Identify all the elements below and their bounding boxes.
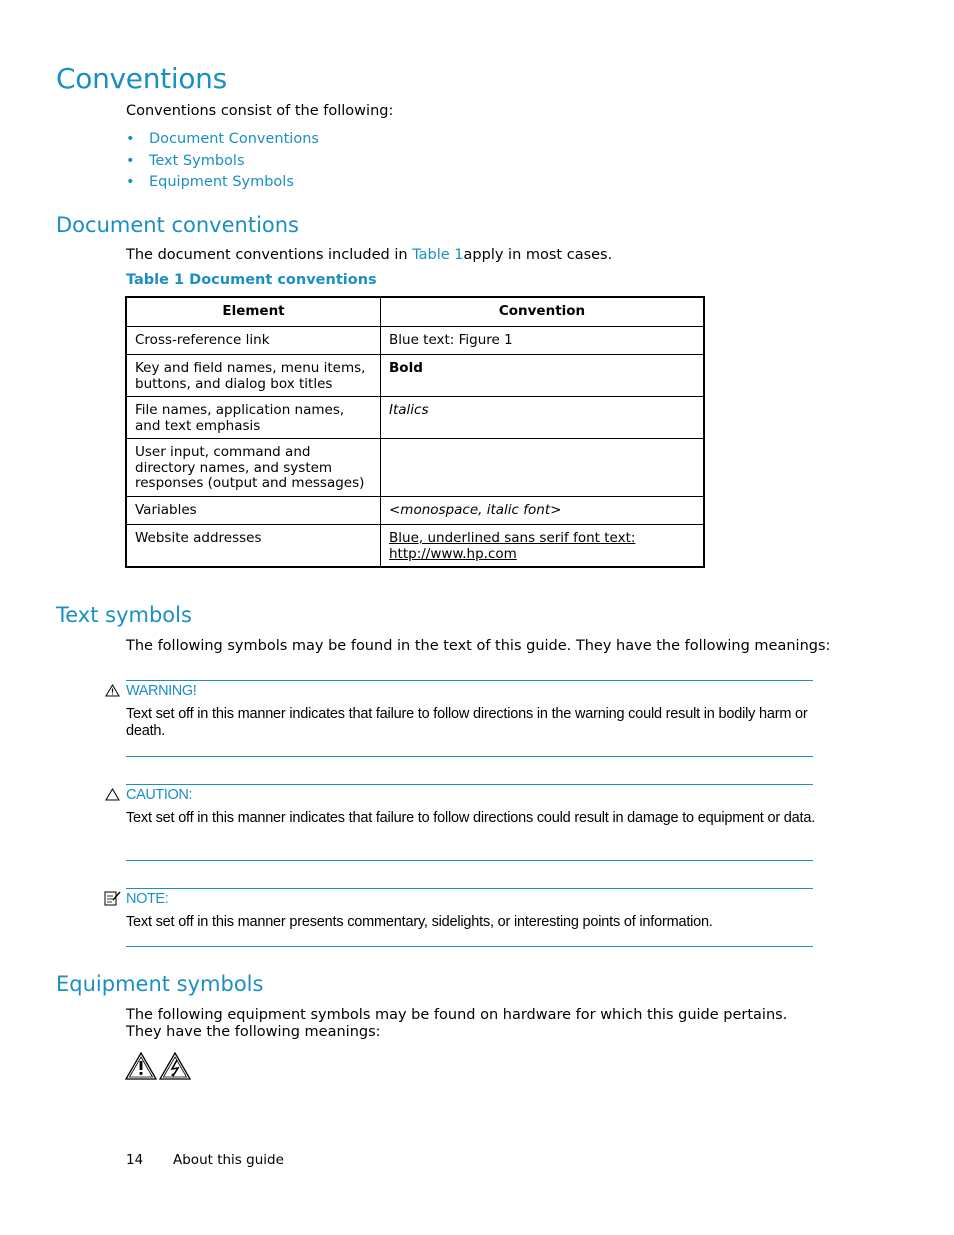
text-symbols-intro: The following symbols may be found in the text of this guide. They have the following meanings: [126,638,831,654]
intro-text-part: apply in most cases. [463,247,613,263]
element-cell: Variables [126,497,381,525]
equipment-symbols-graphic [125,1051,195,1081]
footer-page-number: 14 [126,1152,144,1168]
intro-text-part: The document conventions included in [126,247,413,263]
warning-text: Text set off in this manner indicates that failure to follow directions in the warning could result in bodily harm or death. [126,706,808,739]
element-cell: Key and field names, menu items, buttons, and dialog box titles [126,355,381,397]
toc-item-equipment-symbols[interactable] [126,172,319,194]
electrical-hazard-icon [160,1053,190,1079]
element-cell: User input, command and directory names, and system responses (output and messages) [126,439,381,497]
hazard-warning-icon [126,1053,156,1079]
document-conventions-intro [126,247,612,264]
conventions-table [125,296,705,568]
toc-item-text-symbols[interactable] [126,151,319,173]
warning-icon [105,684,120,697]
table-1-link[interactable]: Table 1 [412,247,464,263]
table-header-row [126,297,704,327]
website-address-example[interactable]: Blue, underlined sans serif font text: http://www.hp.com [389,530,636,562]
caution-text: Text set off in this manner indicates that failure to follow directions could result in damage to equipment or data. [126,810,816,826]
table-row [126,327,704,355]
toc-link[interactable]: Document Conventions [149,131,319,147]
convention-cell [381,525,705,568]
table-row [126,355,704,397]
bullet-icon: • [126,131,135,147]
bullet-icon: • [126,152,135,169]
toc-item-document-conventions[interactable] [126,129,319,151]
convention-cell: Italics [381,397,705,439]
table-row [126,497,704,525]
footer-section-title: About this guide [173,1152,284,1168]
note-text: Text set off in this manner presents commentary, sidelights, or interesting points of information. [126,914,713,930]
caution-icon [105,788,120,801]
column-header-convention: Convention [381,297,705,327]
section-heading-text-symbols: Text symbols [56,603,192,627]
convention-cell: Bold [381,355,705,397]
toc-list [126,129,319,194]
note-label: NOTE: [126,891,169,907]
element-cell: Website addresses [126,525,381,568]
convention-cell [381,439,705,497]
note-icon [104,890,121,906]
bullet-icon: • [126,174,135,190]
column-header-element: Element [126,297,381,327]
convention-cell: <monospace, italic font> [381,497,705,525]
element-cell: Cross-reference link [126,327,381,355]
table-row [126,439,704,497]
toc-link[interactable]: Equipment Symbols [149,174,294,190]
table-caption: Table 1 Document conventions [126,272,377,288]
warning-label: WARNING! [126,683,197,699]
page-title: Conventions [56,62,227,95]
section-heading-equipment-symbols: Equipment symbols [56,972,264,996]
caution-label: CAUTION: [126,787,193,803]
equipment-symbols-intro: The following equipment symbols may be found on hardware for which this guide pertains. They have the following meanings: [126,1007,788,1040]
table-row [126,397,704,439]
intro-text: Conventions consist of the following: [126,103,394,119]
convention-cell: Blue text: Figure 1 [381,327,705,355]
toc-link[interactable]: Text Symbols [149,152,245,169]
table-row [126,525,704,568]
element-cell: File names, application names, and text emphasis [126,397,381,439]
section-heading-document-conventions: Document conventions [56,213,299,237]
